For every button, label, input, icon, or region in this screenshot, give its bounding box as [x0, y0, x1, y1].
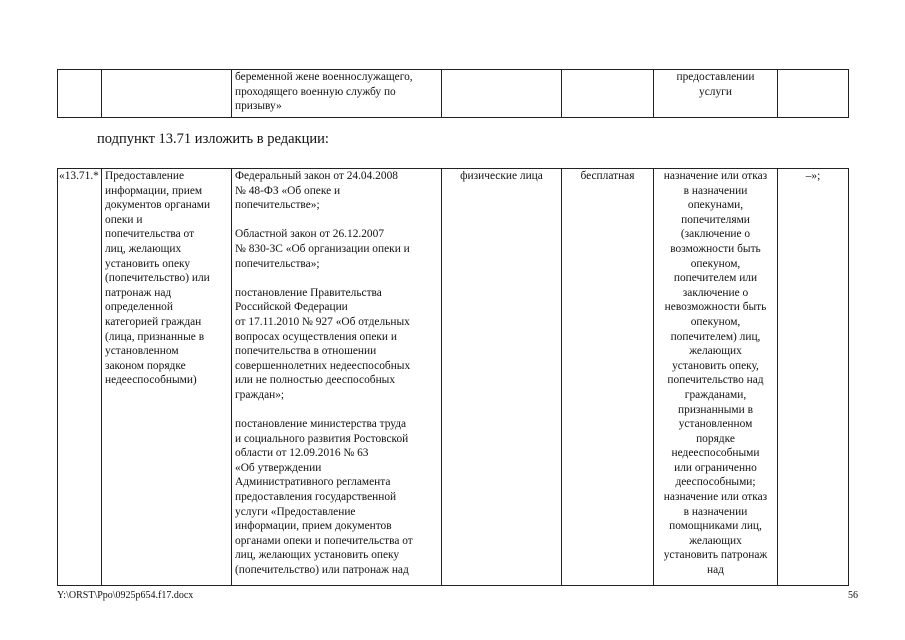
cell-fee: бесплатная [562, 169, 654, 586]
cell-service-name: Предоставление информации, прием документов органами опеки и попечительства от лиц, желающих установить опеку (попечительство) или патронаж над определенной категорией граждан (лица, признанные в установленном законом порядке недееспособными) [102, 169, 232, 586]
cell-num [58, 70, 102, 118]
service-table [57, 168, 849, 586]
table-row [58, 70, 849, 118]
cell-legal-basis: Федеральный закон от 24.04.2008 № 48-ФЗ «Об опеке и попечительстве»; Областной закон от 26.12.2007 № 830-ЗС «Об организации опеки и попечительства»; постановление Правительства Российской Федерации от 17.11.2010 № 927 «Об отдельных вопросах осуществления опеки и попечительства в отношении совершеннолетних недееспособных или не полностью дееспособных граждан»; постановление министерства труда и социального развития Ростовской области от 12.09.2016 № 63 «Об утверждении Административного регламента предоставления государственной услуги «Предоставление информации, прием документов органами опеки и попечительства от лиц, желающих установить опеку (попечительство) или патронаж над [232, 169, 442, 586]
footer-file-path: Y:\ORST\Ppo\0925p654.f17.docx [57, 590, 194, 601]
cell-num: «13.71.* [58, 169, 102, 586]
cell-recipients: физические лица [442, 169, 562, 586]
previous-row-table [57, 69, 849, 118]
cell-legal-basis: беременной жене военнослужащего, проходящего военную службу по призыву» [232, 70, 442, 118]
instruction-text: подпункт 13.71 изложить в редакции: [97, 131, 329, 147]
table-row [58, 169, 849, 586]
cell-result: назначение или отказ в назначении опекунами, попечителями (заключение о возможности быть опекуном, попечителем или заключение о невозможности быть опекуном, попечителем) лиц, желающих установить опеку, попечительство над гражданами, признанными в установленном порядке недееспособными или ограниченно дееспособными; назначение или отказ в назначении помощниками лиц, желающих установить патронаж над [654, 169, 778, 586]
cell-result: предоставлении услуги [654, 70, 778, 118]
cell-name [102, 70, 232, 118]
cell-fee [562, 70, 654, 118]
page-number: 56 [848, 590, 858, 601]
cell-last [778, 70, 849, 118]
cell-last: –»; [778, 169, 849, 586]
cell-recipients [442, 70, 562, 118]
